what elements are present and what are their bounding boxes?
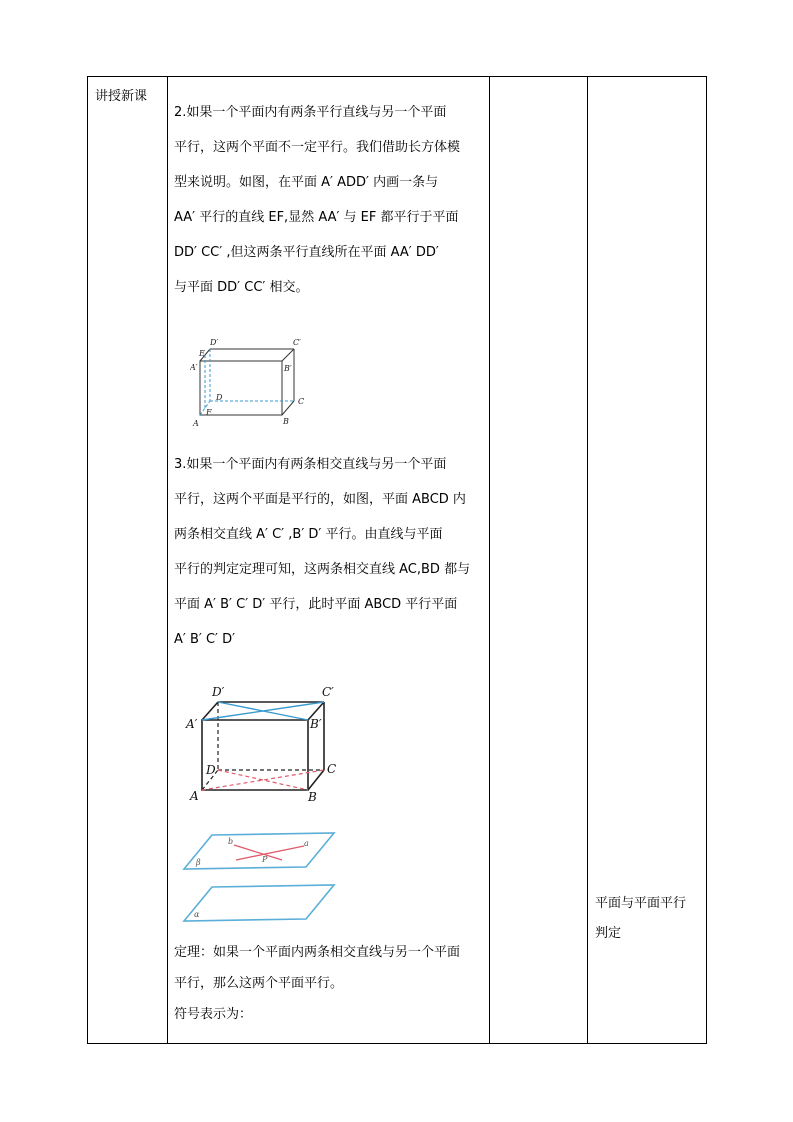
paragraph-2	[174, 95, 460, 305]
text-line: 与平面 DD′ CC′ 相交。	[174, 280, 309, 295]
fig2-label-c1: C′	[322, 685, 334, 699]
symbol-line: 符号表示为：	[174, 1007, 253, 1022]
column-divider	[489, 77, 490, 1043]
text-line: 平面 A′ B′ C′ D′ 平行，此时平面 ABCD 平行平面	[174, 597, 458, 612]
fig1-label-b: B	[283, 417, 289, 426]
text-line: 两条相交直线 A′ C′ ,B′ D′ 平行。由直线与平面	[174, 527, 443, 542]
fig1-label-d1: D′	[210, 338, 219, 347]
fig2-label-d1: D′	[212, 685, 225, 699]
text-line: 平行的判定定理可知，这两条相交直线 AC,BD 都与	[174, 562, 471, 577]
text-line: AA′ 平行的直线 EF,显然 AA′ 与 EF 都平行于平面	[174, 210, 459, 225]
fig2-label-a1: A′	[186, 717, 198, 731]
theorem	[174, 937, 460, 1030]
fig2-label-b: B	[308, 790, 317, 804]
column-divider	[587, 77, 588, 1043]
text-line: 平行，这两个平面不一定平行。我们借助长方体模	[174, 140, 461, 155]
fig3-label-alpha: α	[194, 910, 200, 919]
text-line: 3.如果一个平面内有两条相交直线与另一个平面	[174, 457, 447, 472]
column-divider	[167, 77, 168, 1043]
text-line: A′ B′ C′ D′	[174, 632, 236, 647]
fig2-label-a: A	[190, 789, 199, 803]
fig1-label-e: E	[199, 349, 205, 358]
fig2-label-c: C	[327, 762, 337, 776]
fig3-label-b: b	[228, 837, 234, 846]
fig1-label-a1: A′	[190, 363, 198, 372]
text-line: 平行，那么这两个平面平行。	[174, 976, 344, 991]
fig3-label-p: P	[262, 855, 268, 864]
topic-note	[595, 889, 707, 949]
cuboid-diagonals-figure	[184, 680, 344, 805]
fig3-label-a: a	[304, 839, 309, 848]
text-line: DD′ CC′ ,但这两条平行直线所在平面 AA′ DD′	[174, 245, 439, 260]
fig3-label-beta: β	[196, 858, 201, 867]
parallel-planes-figure	[182, 827, 357, 927]
fig2-label-b1: B′	[310, 717, 322, 731]
paragraph-3	[174, 447, 470, 657]
text-line: 型来说明。如图，在平面 A′ ADD′ 内画一条与	[174, 175, 439, 190]
section-label: 讲授新课	[95, 89, 148, 104]
text-line: 平行，这两个平面是平行的，如图，平面 ABCD 内	[174, 492, 466, 507]
text-line: 定理：如果一个平面内两条相交直线与另一个平面	[174, 945, 461, 960]
fig1-label-d: D	[216, 393, 223, 402]
cuboid-ef-figure	[190, 331, 310, 431]
fig1-label-a: A	[193, 419, 199, 428]
fig1-label-c1: C′	[293, 338, 301, 347]
fig1-label-c: C	[298, 397, 305, 406]
lesson-table	[87, 76, 707, 1044]
fig1-label-b1: B′	[284, 364, 292, 373]
text-line: 2.如果一个平面内有两条平行直线与另一个平面	[174, 105, 447, 120]
text-line: 平面与平面平行	[595, 896, 687, 911]
text-line: 判定	[595, 926, 622, 941]
fig1-label-f: F	[206, 408, 212, 417]
fig2-label-d: D	[206, 763, 216, 777]
